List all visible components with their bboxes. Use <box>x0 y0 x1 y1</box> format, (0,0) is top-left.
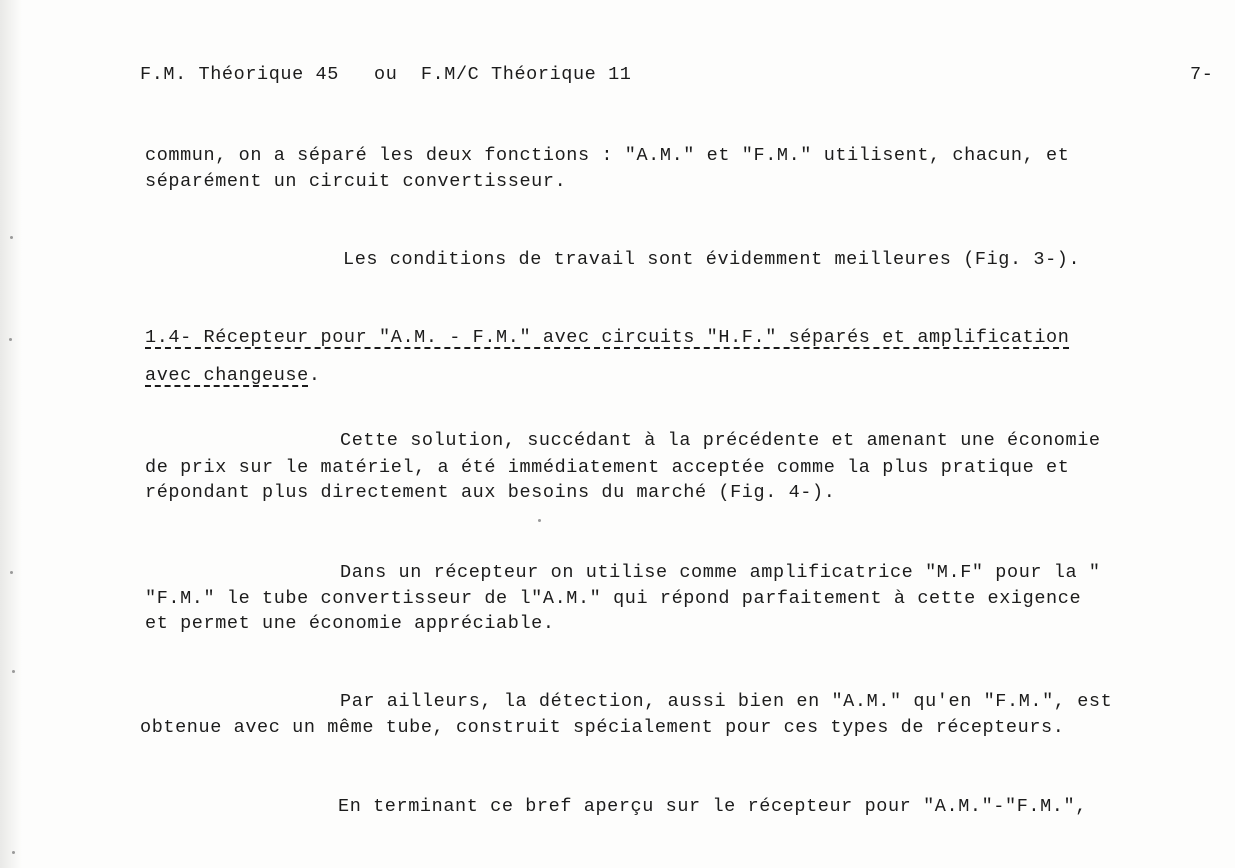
paragraph-line: séparément un circuit convertisseur. <box>145 171 567 192</box>
paragraph-line: Par ailleurs, la détection, aussi bien en "A.M." qu'en "F.M.", est <box>340 691 1113 712</box>
paragraph-line: En terminant ce bref aperçu sur le récepteur pour "A.M."-"F.M.", <box>338 796 1087 817</box>
paragraph-line: répondant plus directement aux besoins du marché (Fig. 4-). <box>145 482 836 503</box>
page-number: 7- <box>1190 64 1214 85</box>
scan-speck <box>538 519 541 522</box>
page-header-title: F.M. Théorique 45 ou F.M/C Théorique 11 <box>140 64 632 85</box>
section-heading-underlined: avec changeuse <box>145 365 309 386</box>
scan-speck <box>12 670 15 673</box>
paragraph-line: Dans un récepteur on utilise comme amplificatrice "M.F" pour la " <box>340 562 1101 583</box>
scan-speck <box>10 571 13 574</box>
paragraph-line: Cette solution, succédant à la précédente et amenant une économie <box>340 430 1101 451</box>
scan-speck <box>10 236 13 239</box>
scan-edge-shadow <box>0 0 22 868</box>
paragraph-line: commun, on a séparé les deux fonctions : "A.M." et "F.M." utilisent, chacun, et <box>145 145 1070 166</box>
scan-speck <box>9 338 12 341</box>
section-heading-line: 1.4- Récepteur pour "A.M. - F.M." avec circuits "H.F." séparés et amplification <box>145 327 1070 348</box>
section-heading-period: . <box>308 365 321 386</box>
section-heading-line <box>145 365 321 387</box>
paragraph-line: et permet une économie appréciable. <box>145 613 555 634</box>
paragraph-line: "F.M." le tube convertisseur de l"A.M." qui répond parfaitement à cette exigence <box>145 588 1082 609</box>
paragraph-line: Les conditions de travail sont évidemment meilleures (Fig. 3-). <box>343 249 1081 270</box>
paragraph-line: obtenue avec un même tube, construit spécialement pour ces types de récepteurs. <box>140 717 1065 738</box>
scan-speck <box>12 851 15 854</box>
paragraph-line: de prix sur le matériel, a été immédiatement acceptée comme la plus pratique et <box>145 457 1070 478</box>
